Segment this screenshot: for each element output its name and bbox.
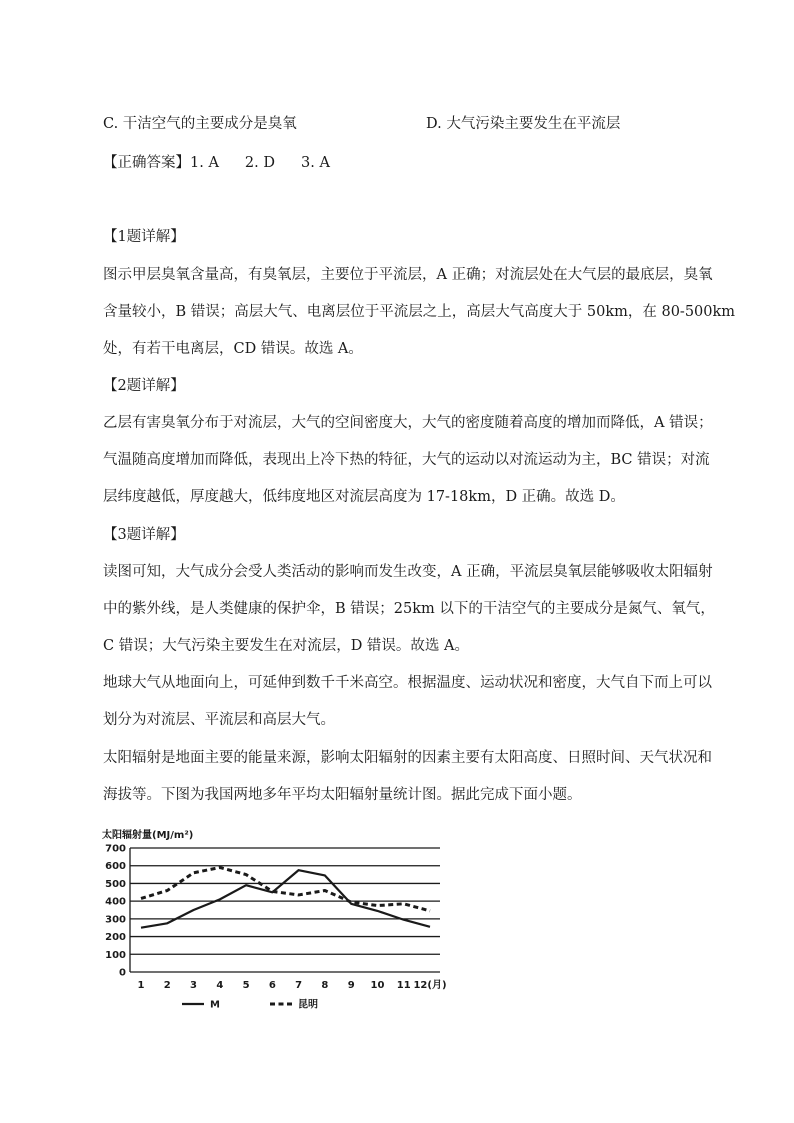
x-tick-label: 3 — [190, 980, 198, 991]
q3-line-1: 读图可知，大气成分会受人类活动的影响而发生改变，A 正确，平流层臭氧层能够吸收太阳辐射 — [103, 564, 713, 580]
q3-line-2: 中的紫外线，是人类健康的保护伞，B 错误；25km 以下的干洁空气的主要成分是氮气、氧气， — [103, 601, 715, 617]
answer-1: 1. A — [190, 155, 219, 171]
x-tick-label: 8 — [321, 980, 329, 991]
legend-label: 昆明 — [298, 999, 318, 1011]
y-tick-label: 200 — [105, 932, 126, 944]
y-axis-title: 太阳辐射量(MJ/m²) — [102, 830, 194, 841]
answer-label: 【正确答案】 — [103, 155, 190, 171]
y-tick-label: 400 — [105, 896, 126, 908]
intro-line-1: 太阳辐射是地面主要的能量来源，影响太阳辐射的因素主要有太阳高度、日照时间、天气状况和 — [103, 750, 712, 766]
x-tick-label: 10 — [370, 980, 385, 991]
q2-line-1: 乙层有害臭氧分布于对流层，大气的空间密度大，大气的密度随着高度的增加而降低，A 错误； — [103, 415, 713, 431]
q1-line-3: 处，有若干电离层，CD 错误。故选 A。 — [103, 341, 363, 357]
y-tick-label: 100 — [105, 949, 126, 961]
y-tick-label: 0 — [119, 967, 126, 979]
radiation-chart-svg — [100, 826, 460, 1016]
x-tick-label: 11 — [396, 980, 411, 991]
intro-line-2: 海拔等。下图为我国两地多年平均太阳辐射量统计图。据此完成下面小题。 — [103, 787, 582, 803]
x-tick-label: 5 — [242, 980, 250, 991]
q3-line-3: C 错误；大气污染主要发生在对流层，D 错误。故选 A。 — [103, 638, 470, 654]
x-tick-label: 4 — [216, 980, 224, 991]
option-d: D. 大气污染主要发生在平流层 — [426, 116, 621, 132]
x-tick-label: 9 — [347, 980, 355, 991]
y-tick-label: 600 — [105, 861, 126, 873]
q2-line-3: 层纬度越低，厚度越大，低纬度地区对流层高度为 17-18km，D 正确。故选 D。 — [103, 489, 625, 505]
option-c: C. 干洁空气的主要成分是臭氧 — [103, 116, 297, 132]
q2-line-2: 气温随高度增加而降低，表现出上冷下热的特征，大气的运动以对流运动为主，BC 错误；对流 — [103, 452, 710, 468]
answer-2: 2. D — [244, 155, 275, 171]
q1-heading: 【1题详解】 — [103, 229, 185, 245]
x-tick-label: 2 — [163, 980, 171, 991]
summary-line-2: 划分为对流层、平流层和高层大气。 — [103, 712, 335, 728]
y-tick-label: 500 — [105, 878, 126, 890]
y-tick-label: 700 — [105, 843, 126, 855]
answer-3: 3. A — [301, 155, 330, 171]
x-tick-label: 6 — [268, 980, 276, 991]
legend-label: M — [210, 999, 220, 1011]
y-tick-label: 300 — [105, 914, 126, 926]
answer-row — [103, 153, 330, 173]
q2-heading: 【2题详解】 — [103, 378, 185, 394]
q1-line-2: 含量较小，B 错误；高层大气、电离层位于平流层之上，高层大气高度大于 50km，在 80-500km — [103, 304, 736, 320]
x-tick-label: 12(月) — [413, 980, 447, 991]
q3-heading: 【3题详解】 — [103, 527, 185, 543]
x-tick-label: 7 — [295, 980, 303, 991]
x-tick-label: 1 — [137, 980, 145, 991]
radiation-chart — [100, 826, 460, 1016]
series-line-kunming — [141, 867, 430, 910]
summary-line-1: 地球大气从地面向上，可延伸到数千千米高空。根据温度、运动状况和密度，大气自下而上可以 — [103, 675, 712, 691]
q1-line-1: 图示甲层臭氧含量高，有臭氧层，主要位于平流层，A 正确；对流层处在大气层的最底层，臭氧 — [103, 267, 713, 283]
